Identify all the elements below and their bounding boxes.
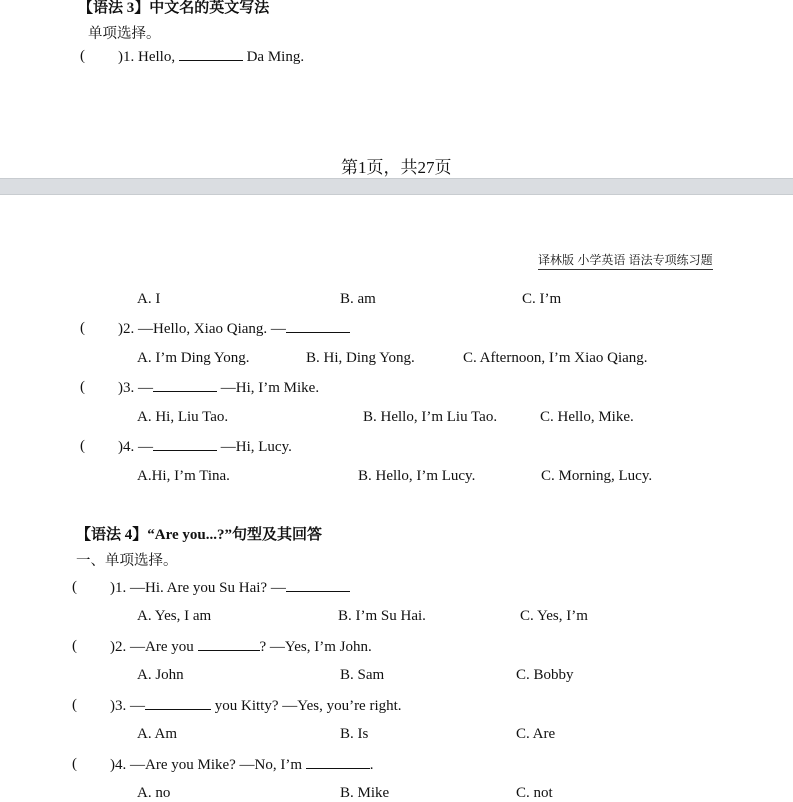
answer-blank[interactable]	[286, 579, 350, 592]
option-b: B. am	[340, 291, 376, 307]
page-1	[0, 0, 793, 178]
option-b: B. Is	[340, 726, 369, 742]
option-b: B. Hello, I’m Liu Tao.	[363, 409, 498, 425]
section-4-instruction: 一、单项选择。	[76, 553, 178, 569]
option-a: A. I	[137, 291, 161, 307]
answer-blank[interactable]	[153, 379, 217, 392]
option-a: A. no	[137, 785, 171, 801]
question-number: )1.	[110, 580, 127, 596]
option-a: A. I’m Ding Yong.	[137, 350, 250, 366]
question-number: )3.	[118, 380, 135, 396]
option-b: B. Sam	[340, 667, 385, 683]
page-separator	[0, 178, 793, 195]
option-c: C. Morning, Lucy.	[541, 468, 653, 484]
option-c: C. Hello, Mike.	[540, 409, 634, 425]
question-stem-tail: Da Ming.	[246, 49, 305, 65]
answer-blank[interactable]	[306, 756, 370, 769]
question-number: )1.	[118, 49, 135, 65]
question-text	[118, 48, 304, 66]
question-number: )3.	[110, 698, 127, 714]
question-stem-tail: you Kitty? —Yes, you’re right.	[214, 698, 402, 714]
question-stem: Hello,	[138, 49, 176, 65]
question-stem: —Are you Mike? —No, I’m	[130, 757, 303, 773]
option-b: B. Hi, Ding Yong.	[306, 350, 415, 366]
option-c: C. not	[516, 785, 553, 801]
question-text	[118, 320, 350, 338]
question-stem: —Are you	[130, 639, 194, 655]
section-3-instruction: 单项选择。	[88, 26, 161, 42]
question-number: )4.	[110, 757, 127, 773]
question-stem-tail: —Hi, I’m Mike.	[220, 380, 320, 396]
option-a: A. Yes, I am	[137, 608, 212, 624]
question-text	[118, 438, 292, 456]
option-c: C. Bobby	[516, 667, 574, 683]
option-c: C. Afternoon, I’m Xiao Qiang.	[463, 350, 648, 366]
question-number: )2.	[118, 321, 135, 337]
question-text	[118, 379, 319, 397]
question-stem-tail: ? —Yes, I’m John.	[259, 639, 372, 655]
answer-paren: (	[80, 320, 85, 336]
running-header: 译林版 小学英语 语法专项练习题	[538, 251, 713, 270]
question-stem-tail: .	[369, 757, 374, 773]
question-stem-tail: —Hi, Lucy.	[220, 439, 292, 455]
answer-paren: (	[72, 697, 77, 713]
question-row	[80, 48, 85, 65]
page-footer: 第1页，共27页	[341, 158, 452, 177]
question-text	[110, 697, 402, 715]
page-2	[0, 195, 793, 801]
question-stem: —Hello, Xiao Qiang. —	[138, 321, 286, 337]
answer-paren: (	[72, 638, 77, 654]
option-c: C. Yes, I’m	[520, 608, 588, 624]
question-stem: —	[130, 698, 145, 714]
answer-blank[interactable]	[179, 48, 243, 61]
answer-paren: (	[80, 438, 85, 454]
answer-blank[interactable]	[198, 638, 260, 651]
question-stem: —Hi. Are you Su Hai? —	[130, 580, 286, 596]
answer-blank[interactable]	[153, 438, 217, 451]
section-4-heading: 【语法 4】“Are you...?”句型及其回答	[76, 527, 322, 543]
answer-paren: (	[72, 756, 77, 772]
answer-paren: (	[80, 379, 85, 395]
question-text	[110, 638, 372, 656]
option-a: A. Hi, Liu Tao.	[137, 409, 229, 425]
question-text	[110, 756, 374, 774]
question-number: )4.	[118, 439, 135, 455]
question-stem: —	[138, 380, 153, 396]
question-text	[110, 579, 350, 597]
option-a: A.Hi, I’m Tina.	[137, 468, 230, 484]
answer-blank[interactable]	[286, 320, 350, 333]
question-number: )2.	[110, 639, 127, 655]
option-b: B. Hello, I’m Lucy.	[358, 468, 476, 484]
option-b: B. Mike	[340, 785, 390, 801]
question-stem: —	[138, 439, 153, 455]
option-c: C. Are	[516, 726, 556, 742]
option-c: C. I’m	[522, 291, 562, 307]
section-3-heading: 【语法 3】中文名的英文写法	[78, 0, 270, 16]
option-a: A. John	[137, 667, 184, 683]
answer-blank[interactable]	[145, 697, 211, 710]
option-b: B. I’m Su Hai.	[338, 608, 426, 624]
answer-paren: (	[72, 579, 77, 595]
answer-paren: (	[80, 48, 85, 64]
option-a: A. Am	[137, 726, 178, 742]
